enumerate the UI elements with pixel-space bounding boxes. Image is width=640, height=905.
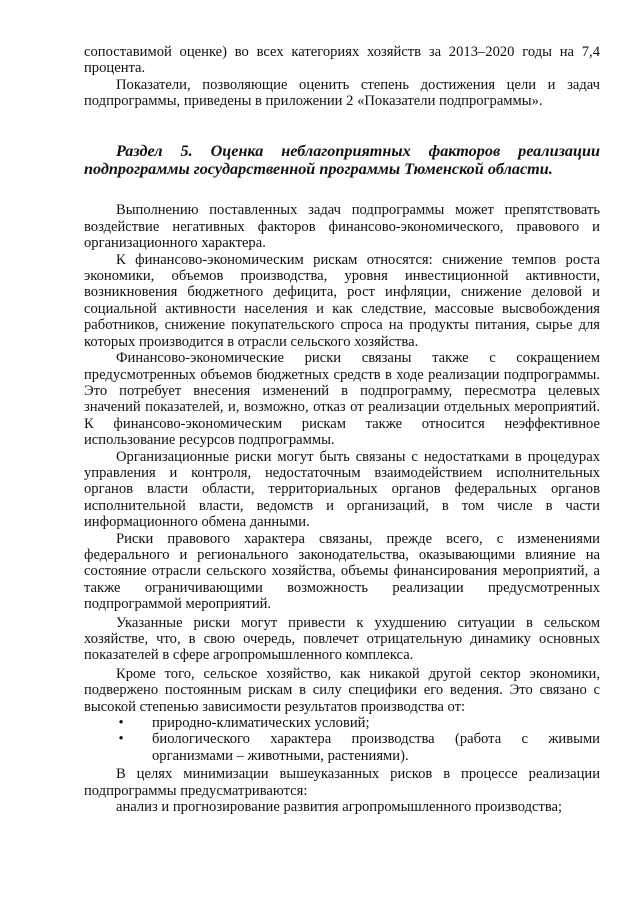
paragraph-minimization: В целях минимизации вышеуказанных рисков в процессе реализации подпрограммы предусматриваются: [84, 766, 600, 799]
section-title: Раздел 5. Оценка неблагоприятных факторов реализации подпрограммы государственной программы Тюменской области. [84, 141, 600, 179]
paragraph-consequences: Указанные риски могут привести к ухудшению ситуации в сельском хозяйстве, что, в свою очередь, повлечет отрицательную динамику основных показателей в сфере агропромышленного комплекса. [84, 614, 600, 664]
paragraph-analysis: анализ и прогнозирование развития агропромышленного производства; [116, 799, 563, 816]
paragraph-agriculture-specifics: Кроме того, сельское хозяйство, как никакой другой сектор экономики, подвержено постоянным рискам в силу специфики его ведения. Это связано с высокой степенью зависимости результатов производства от: [84, 665, 600, 715]
paragraph-continuation: сопоставимой оценке) во всех категориях хозяйств за 2013–2020 годы на 7,4 процента. [84, 44, 600, 77]
dependency-list [84, 715, 600, 764]
bullet-icon: • [118, 731, 124, 748]
paragraph-organizational-risks: Организационные риски могут быть связаны с недостатками в процедурах управления и контроля, недостаточным взаимодействием исполнительных органов власти области, территориальных органов федеральных органов исполнительной власти, ведомств и организаций, в том числе в части информационного обмена данными. [84, 448, 600, 531]
paragraph-legal-risks: Риски правового характера связаны, прежде всего, с изменениями федерального и регионального законодательства, оказывающими влияние на состояние отрасли сельского хозяйства, объемы финансирования мероприятий, а также ограничивающими возможность реализации предусмотренных подпрограммой мероприятий. [84, 530, 600, 613]
list-item-text: биологического характера производства (работа с живыми организмами – животными, растениями). [152, 731, 600, 764]
bullet-icon: • [118, 715, 124, 732]
list-item-text: природно-климатических условий; [152, 715, 370, 732]
paragraph-budget-risks: Финансово-экономические риски связаны также с сокращением предусмотренных объемов бюджетных средств в ходе реализации подпрограммы. Это потребует внесения изменений в подпрограмму, пересмотра целевых значений показателей, и, возможно, отказ от реализации отдельных мероприятий. К финансово-экономическим рискам также относится неэффективное использование ресурсов подпрограммы. [84, 350, 600, 449]
list-item [84, 715, 600, 731]
paragraph-indicators: Показатели, позволяющие оценить степень достижения цели и задач подпрограммы, приведены в приложении 2 «Показатели подпрограммы». [84, 76, 600, 110]
paragraph-risks-intro: Выполнению поставленных задач подпрограммы может препятствовать воздействие негативных факторов финансово-экономического, правового и организационного характера. [84, 202, 600, 252]
list-item [84, 731, 600, 764]
paragraph-financial-risks: К финансово-экономическим рискам относятся: снижение темпов роста экономики, объемов производства, уровня инвестиционной активности, возникновения бюджетного дефицита, рост инфляции, снижение деловой и социальной активности населения и как следствие, массовые высвобождения работников, снижение покупательского спроса на продукты питания, сырье для которых производится в отрасли сельского хозяйства. [84, 251, 600, 350]
